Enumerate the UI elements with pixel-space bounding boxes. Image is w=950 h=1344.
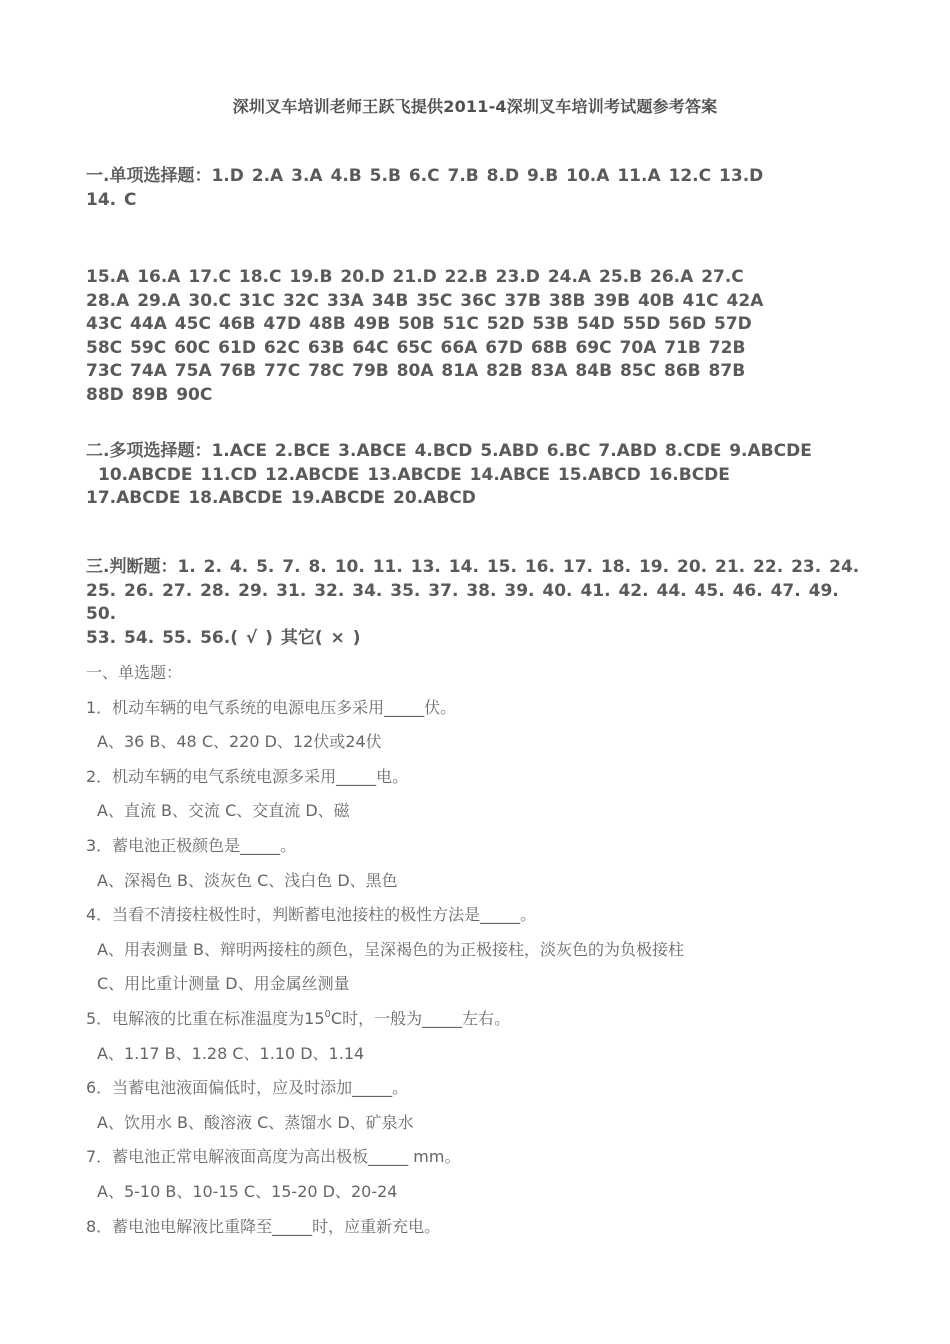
section-heading: 一、单选题： (86, 663, 183, 682)
answer-line: 58C 59C 60C 61D 62C 63B 64C 65C 66A 67D 68B 69C 70A 71B 72B (86, 337, 746, 358)
question-5 (86, 1002, 886, 1037)
question-6-options: A、饮用水 B、酸溶液 C、蒸馏水 D、矿泉水 (97, 1112, 414, 1132)
question-7-options: A、5-10 B、10-15 C、15-20 D、20-24 (97, 1181, 398, 1201)
answer-line: 17.ABCDE 18.ABCDE 19.ABCDE 20.ABCD (86, 488, 476, 508)
question-7: 7．蓄电池正常电解液面高度为高出极板_____ mm。 (86, 1147, 461, 1167)
question-5-options: A、1.17 B、1.28 C、1.10 D、1.14 (97, 1043, 365, 1063)
single-choice-answers-part1 (86, 165, 876, 212)
question-6: 6．当蓄电池液面偏低时，应及时添加_____。 (86, 1078, 409, 1098)
question-1: 1．机动车辆的电气系统的电源电压多采用_____伏。 (86, 697, 457, 717)
question-4-options-line2: C、用比重计测量 D、用金属丝测量 (97, 974, 350, 994)
question-3: 3．蓄电池正极颜色是_____。 (86, 835, 297, 855)
question-4: 4．当看不清接柱极性时，判断蓄电池接柱的极性方法是_____。 (86, 905, 537, 925)
multiple-choice-answers (86, 440, 876, 511)
question-1-options: A、36 B、48 C、220 D、12伏或24伏 (97, 732, 382, 752)
degree-superscript: 0 (324, 1008, 331, 1020)
answer-line: 88D 89B 90C (86, 384, 213, 405)
answer-line: 15.A 16.A 17.C 18.C 19.B 20.D 21.D 22.B 23.D 24.A 25.B 26.A 27.C (86, 267, 744, 287)
document-title: 深圳叉车培训老师王跃飞提供2011-4深圳叉车培训考试题参考答案 (232, 97, 718, 116)
question-5-text-pre: 5．电解液的比重在标准温度为15 (86, 1008, 325, 1028)
question-5-text-post: C时，一般为_____左右。 (330, 1008, 511, 1028)
single-choice-answers-part2 (86, 266, 876, 407)
question-8: 8．蓄电池电解液比重降至_____时，应重新充电。 (86, 1216, 441, 1236)
question-list (86, 656, 886, 1244)
question-3-options: A、深褐色 B、淡灰色 C、浅白色 D、黑色 (97, 870, 398, 890)
answer-line: 28.A 29.A 30.C 31C 32C 33A 34B 35C 36C 37B 38B 39B 40B 41C 42A (86, 290, 764, 311)
answer-line: 25. 26. 27. 28. 29. 31. 32. 34. 35. 37. 38. 39. 40. 41. 42. 44. 45. 46. 47. 49. 50. (86, 580, 839, 624)
answer-line: 43C 44A 45C 46B 47D 48B 49B 50B 51C 52D 53B 54D 55D 56D 57D (86, 314, 752, 334)
judgment-answers (86, 556, 876, 650)
answer-line: 14. C (86, 189, 137, 210)
answer-line: 73C 74A 75A 76B 77C 78C 79B 80A 81A 82B 83A 84B 85C 86B 87B (86, 361, 746, 381)
answer-line: 53. 54. 55. 56.( √ ) 其它( × ) (86, 627, 361, 648)
answer-line: 三.判断题：1. 2. 4. 5. 7. 8. 10. 11. 13. 14. 15. 16. 17. 18. 19. 20. 21. 22. 23. 24. (86, 557, 860, 577)
question-2-options: A、直流 B、交流 C、交直流 D、磁 (97, 801, 350, 821)
question-4-options-line1: A、用表测量 B、辩明两接柱的颜色，呈深褐色的为正极接柱，淡灰色的为负极接柱 (97, 939, 685, 959)
question-2: 2．机动车辆的电气系统电源多采用_____电。 (86, 766, 409, 786)
answer-line: 10.ABCDE 11.CD 12.ABCDE 13.ABCDE 14.ABCE 15.ABCD 16.BCDE (98, 464, 730, 485)
answer-line: 二.多项选择题：1.ACE 2.BCE 3.ABCE 4.BCD 5.ABD 6.BC 7.ABD 8.CDE 9.ABCDE (86, 441, 812, 461)
answer-line: 一.单项选择题：1.D 2.A 3.A 4.B 5.B 6.C 7.B 8.D 9.B 10.A 11.A 12.C 13.D (86, 166, 764, 186)
